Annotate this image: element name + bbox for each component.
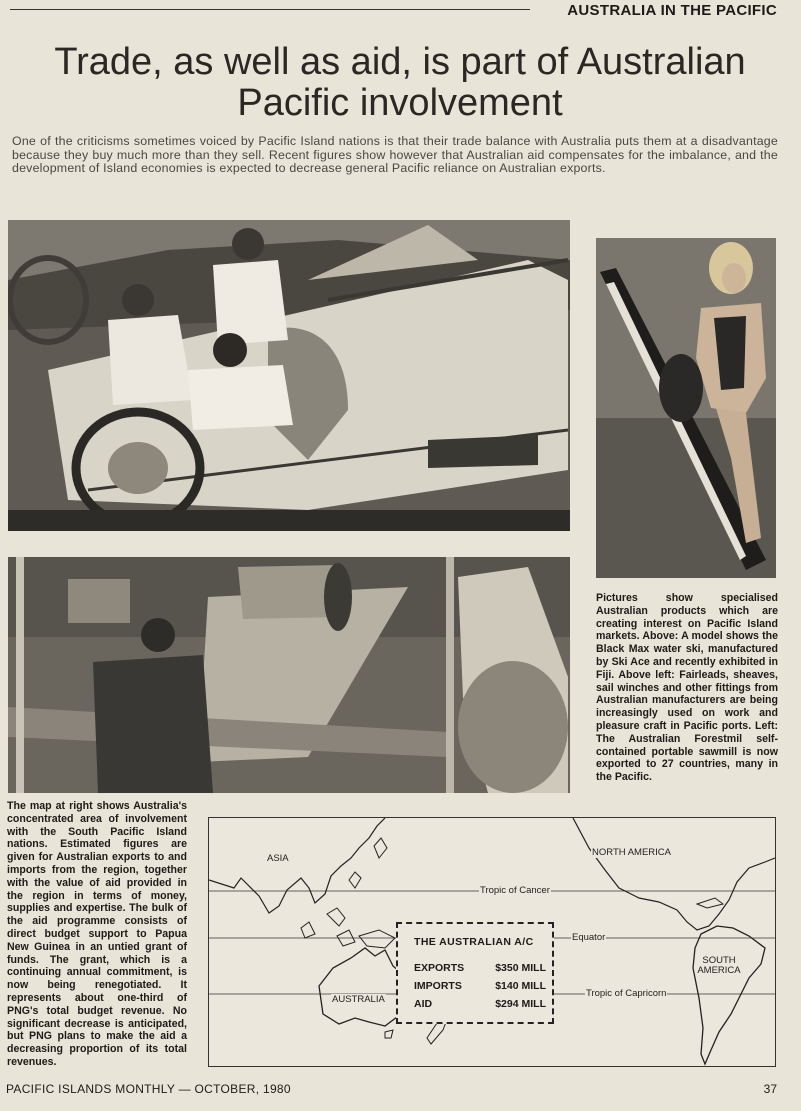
- headline-line-1: Trade, as well as aid, is part of Australian: [54, 41, 746, 83]
- account-label: IMPORTS: [414, 980, 462, 992]
- map-label-tropic-of-capricorn: Tropic of Capricorn: [586, 988, 667, 999]
- map-description: The map at right shows Australia's concentrated area of involvement with the South Pacific Island nations. Estimated figures are given for Australian exports to and imports from the region, together with the value of aid provided in the region in terms of money, supplies and expertise. The bulk of the aid programme consists of direct budget support to Papua New Guinea in an untied grant of funds. The grant, which is a continuing annual commitment, is now being renegotiated. It represents about one-third of PNG's total budget revenue. No significant decrease is anticipated, but PNG plans to make the aid a decreasing proportion of its total revenues.: [7, 800, 187, 1068]
- intro-paragraph: One of the criticisms sometimes voiced by Pacific Island nations is that their trade balance with Australia puts them at a disadvantage because they buy much more than they sell. Recent figures show however that Australian aid compensates for the imbalance, and the development of Island economies is expected to decrease general Pacific reliance on Australian exports.: [12, 134, 778, 176]
- photo-caption: Pictures show specialised Australian products which are creating interest on Pacific Island markets. Above: A model shows the Black Max water ski, manufactured by Ski Ace and recently exhibited in Fiji. Above left: Fairleads, sheaves, sail winches and other fittings from Australian manufacturers are being increasingly used on work and pleasure craft in Pacific ports. Left: The Australian Forestmil self-contained portable sawmill is now exported to 27 countries, many in the Pacific.: [596, 592, 778, 784]
- yacht-fittings-photo: [8, 220, 570, 531]
- account-value: $294 MILL: [495, 998, 546, 1010]
- pacific-map: [208, 817, 776, 1067]
- section-label: AUSTRALIA IN THE PACIFIC: [567, 2, 777, 19]
- yacht-photo-illustration: [8, 220, 570, 531]
- new-guinea-outline: [359, 930, 395, 948]
- account-row-imports: [414, 980, 546, 992]
- map-label-north-america: NORTH AMERICA: [592, 847, 672, 858]
- water-ski-photo: [596, 238, 776, 578]
- tasmania-outline: [385, 1030, 393, 1038]
- headline: [10, 42, 790, 124]
- account-value: $140 MILL: [495, 980, 546, 992]
- account-value: $350 MILL: [495, 962, 546, 974]
- australian-account-box: [396, 922, 554, 1024]
- header-rule: [10, 9, 530, 10]
- water-ski-illustration: [596, 238, 776, 578]
- footer-page-number: 37: [763, 1082, 777, 1096]
- south-america-outline: [693, 926, 765, 1064]
- sawmill-photo: [8, 557, 570, 793]
- account-label: AID: [414, 998, 433, 1010]
- headline-line-2: Pacific involvement: [237, 82, 563, 124]
- taiwan-outline: [349, 872, 361, 888]
- map-label-asia: ASIA: [267, 853, 289, 864]
- sawmill-illustration: [8, 557, 570, 793]
- map-label-tropic-of-cancer: Tropic of Cancer: [480, 885, 550, 896]
- japan-outline: [374, 838, 387, 858]
- map-label-australia: AUSTRALIA: [332, 994, 385, 1005]
- asia-coastline: [209, 818, 385, 913]
- account-label: EXPORTS: [414, 962, 465, 974]
- indonesia-outline: [301, 908, 355, 946]
- account-row-exports: [414, 962, 546, 974]
- footer-publication: PACIFIC ISLANDS MONTHLY — OCTOBER, 1980: [6, 1082, 291, 1096]
- map-label-equator: Equator: [572, 932, 606, 943]
- north-america-coastline: [573, 818, 775, 930]
- cuba-outline: [697, 898, 723, 908]
- map-label-south-america: SOUTH AMERICA: [697, 955, 741, 976]
- account-title: THE AUSTRALIAN A/C: [414, 936, 534, 948]
- account-row-aid: [414, 998, 546, 1010]
